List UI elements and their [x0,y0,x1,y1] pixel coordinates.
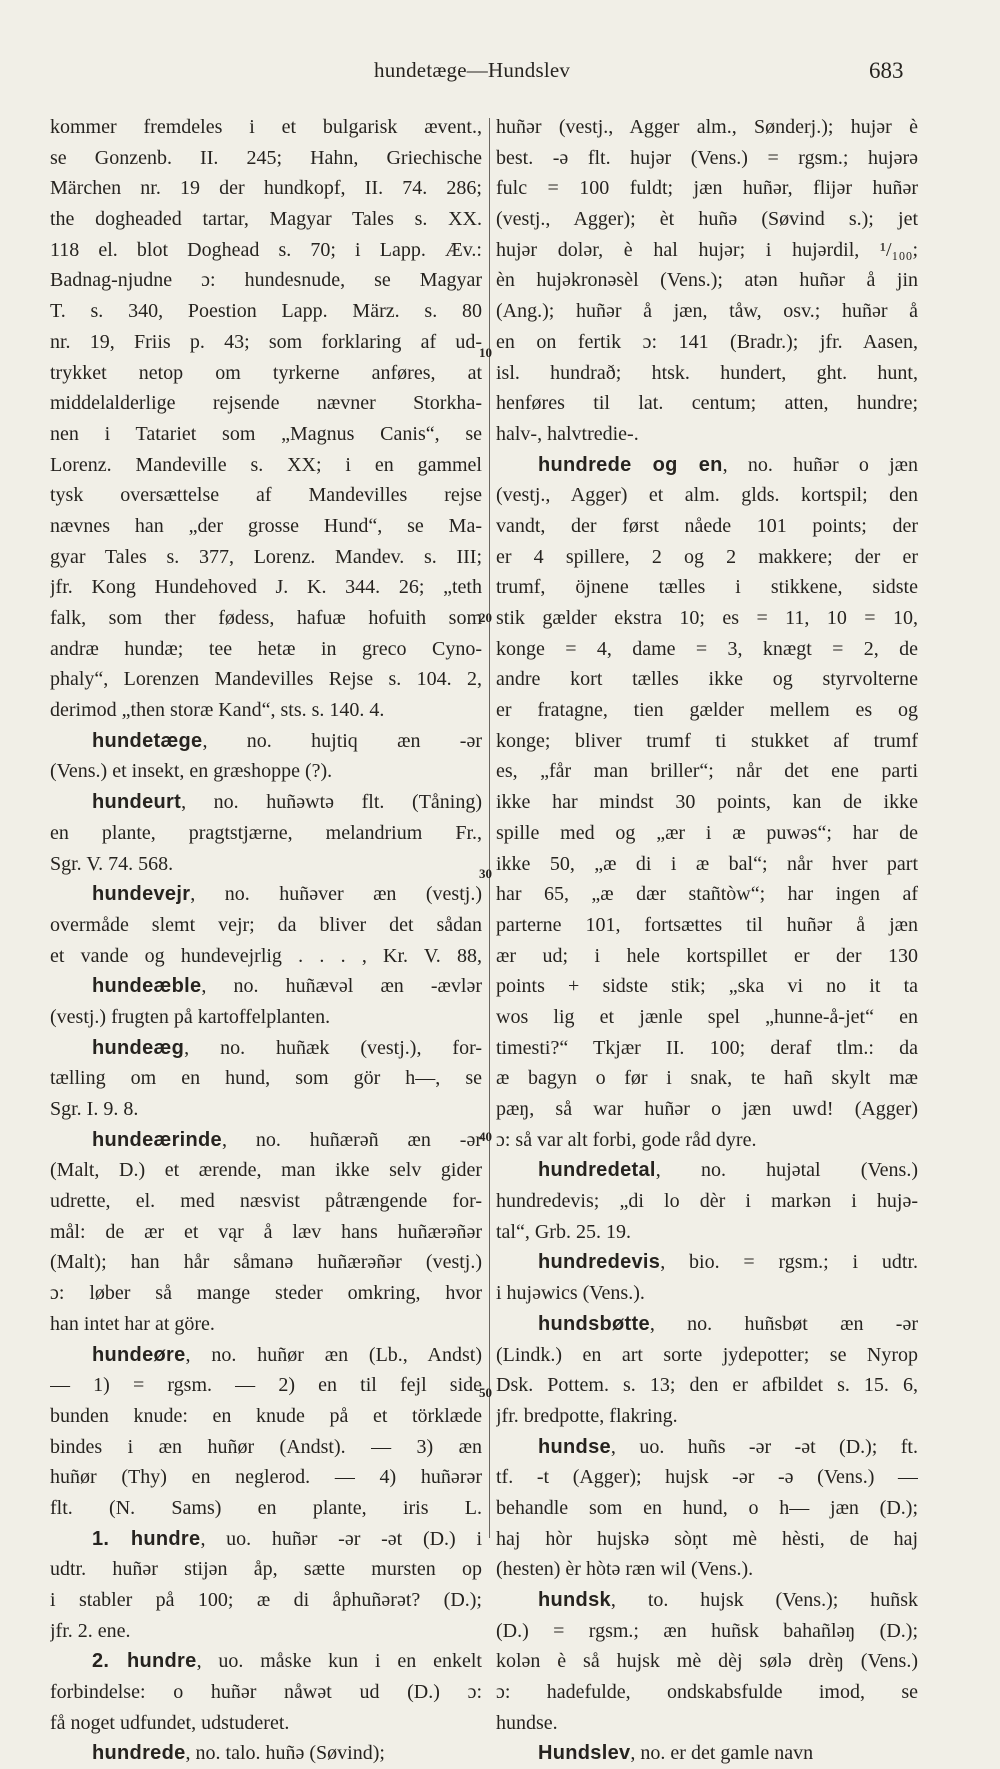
text-line: best. -ə flt. hujər (Vens.) = rgsm.; hujərə [496,146,918,169]
entry-headword: hundeøre [92,1343,186,1366]
text-line: Sgr. V. 74. 568. [50,852,174,875]
text-line: har 65, „æ dær stañtòw“; har ingen af [496,883,918,906]
text-line: huñør (Thy) en neglerod. — 4) huñərər [50,1466,482,1489]
text-line: falk, som ther fødess, hafuæ hofuith som [50,607,482,629]
entry-headword: Hundslev [538,1742,631,1765]
page-number: 683 [869,58,904,83]
text-line: en on fertik ɔ: 141 (Bradr.); jfr. Aasen, [496,330,918,353]
text-line: ikke har mindst 30 points, kan de ikke [496,791,918,814]
column-rule [489,118,490,1538]
text-line: the dogheaded tartar, Magyar Tales s. XX. [50,208,482,231]
text-line: ɔ: løber så mange steder omkring, hvor [50,1282,482,1305]
text-line: ær ud; i hele kortspillet er der 130 [496,944,918,967]
text-line: kolən è så hujsk mè dèj sølə drèŋ (Vens.) [496,1650,918,1673]
text-line: hundeærinde, no. huñærəñ æn -ər [92,1128,482,1151]
text-line: se Gonzenb. II. 245; Hahn, Griechische [50,146,482,169]
text-line: — 1) = rgsm. — 2) en til fejl side [50,1374,482,1397]
text-line: trykket netop om tyrkerne anføres, at [50,361,482,384]
text-line: stik gælder ekstra 10; es = 11, 10 = 10, [496,607,918,629]
text-line: tysk oversættelse af Mandevilles rejse [50,484,482,507]
text-line: mål: de ær et vąr å læv hans huñærəñər [50,1220,482,1243]
text-line: tælling om en hund, som gör h—, se [50,1067,482,1090]
text-line: èn hujəkronəsèl (Vens.); atən huñər å jin [496,269,918,292]
text-line: Hundslev, no. er det gamle navn [538,1742,814,1765]
text-line: (hesten) èr hòtə ræn wil (Vens.). [496,1558,754,1581]
line-number-40: 40 [479,1129,492,1144]
text-line: nævnes han „der grosse Hund“, se Ma- [50,514,482,537]
text-line: konge; bliver trumf ti stukket af trumf [496,729,918,752]
text-line: hundeøre, no. huñør æn (Lb., Andst) [92,1343,482,1366]
text-line: points + sidste stik; „ska vi no it ta [496,975,918,998]
text-line: nen i Tatariet som „Magnus Canis“, se [50,422,482,445]
text-line: timesti?“ Tkjær II. 100; deraf tlm.: da [496,1036,918,1059]
text-line: nr. 19, Friis p. 43; som forklaring af ud- [50,330,482,353]
right-column [496,112,918,1769]
text-line: (vestj., Agger); èt huñə (Søvind s.); jet [496,208,918,231]
text-line: hundeæg, no. huñæk (vestj.), for- [92,1036,482,1059]
text-line: ɔ: så var alt forbi, gode råd dyre. [496,1128,757,1151]
text-line: overmåde slemt vejr; da bliver det sådan [50,913,482,936]
entry-headword: hundeurt [92,791,182,814]
text-line: er 4 spillere, 2 og 2 makkere; der er [496,545,918,568]
text-line: hundsbøtte, no. huñsbøt æn -ər [538,1312,918,1335]
text-line: kommer fremdeles i et bulgarisk ævent., [50,116,482,138]
entry-headword: hundeæble [92,975,202,998]
text-line: 1. hundre, uo. huñər -ər -ət (D.) i [92,1527,482,1550]
text-line: middelalderlige rejsende nævner Storkha- [50,392,482,415]
text-line: jfr. 2. ene. [50,1619,131,1642]
text-line: hundrede og en, no. huñər o jæn [538,453,918,476]
text-line: et vande og hundevejrlig . . . , Kr. V. 88, [50,944,482,967]
text-line: hundeurt, no. huñəwtə flt. (Tåning) [92,791,482,814]
text-line: parterne 101, fortsættes til huñər å jæn [496,913,918,936]
entry-headword: hundeæg [92,1036,185,1059]
text-line: haj hòr hujskə sòņt mè hèsti, de haj [496,1527,918,1550]
text-line: (Malt, D.) et ærende, man ikke selv gider [50,1159,482,1182]
running-head-title: hundetæge—Hundslev [374,58,571,82]
entry-headword: hundse [538,1435,611,1458]
text-line: vandt, der først nåede 101 points; der [496,514,918,537]
text-line: Sgr. I. 9. 8. [50,1098,139,1120]
text-line: Lorenz. Mandeville s. XX; i en gammel [50,453,482,476]
text-line: gyar Tales s. 377, Lorenz. Mandev. s. III; [50,545,482,568]
text-line: jfr. Kong Hundehoved J. K. 344. 26; „teth [50,576,482,599]
entry-headword: hundevejr [92,883,191,906]
text-line: ɔ: hadefulde, ondskabsfulde imod, se [496,1681,918,1704]
text-line: behandle som en hund, o h— jæn (D.); [496,1496,918,1519]
text-line: T. s. 340, Poestion Lapp. März. s. 80 [50,300,482,323]
text-line: flt. (N. Sams) en plante, iris L. [50,1496,482,1519]
entry-headword: hundredetal [538,1159,656,1182]
text-line: jfr. bredpotte, flakring. [496,1404,678,1427]
text-line: (Lindk.) en art sorte jydepotter; se Nyrop [496,1343,918,1366]
text-line: tf. -t (Agger); hujsk -ər -ə (Vens.) — [496,1466,918,1489]
text-line: andræ hundæ; tee hetæ in greco Cyno- [50,637,482,660]
text-line: es, „får man briller“; når det ene parti [496,760,918,783]
text-line: bunden knude: en knude på et törklæde [50,1404,482,1427]
text-line: trumf, öjnene tælles i stikkene, sidste [496,576,918,599]
text-line: 2. hundre, uo. måske kun i en enkelt [92,1650,482,1673]
entry-headword: hundsk [538,1589,611,1611]
text-line: tal“, Grb. 25. 19. [496,1220,631,1243]
text-line: andre kort tælles ikke og styrvolterne [496,668,918,691]
entry-headword: hundetæge [92,729,203,752]
text-line: hundrede, no. talo. huñə (Søvind); [92,1742,385,1765]
entry-headword: hundrede [92,1742,186,1765]
text-line: huñər (vestj., Agger alm., Sønderj.); hujər è [496,116,918,138]
entry-headword: hundredevis [538,1251,661,1274]
text-line: Märchen nr. 19 der hundkopf, II. 74. 286; [50,177,482,200]
text-line: en plante, pragtstjærne, melandrium Fr., [50,821,482,844]
text-line: ikke 50, „æ di i æ bal“; når hver part [496,852,918,875]
text-line: han intet har at göre. [50,1312,215,1335]
text-line: (Vens.) et insekt, en græshoppe (?). [50,760,333,783]
text-line: isl. hundrað; htsk. hundert, ght. hunt, [496,361,918,384]
line-number-20: 20 [479,610,492,625]
text-line: hundse. [496,1711,558,1734]
text-line: 118 el. blot Doghead s. 70; i Lapp. Æv.: [50,238,482,261]
entry-headword: hundsbøtte [538,1312,650,1335]
text-line: hundevejr, no. huñəver æn (vestj.) [92,883,482,906]
text-line: hujər dolər, è hal hujər; i hujərdil, ¹/₁₀₀; [496,238,918,261]
left-column [50,112,482,1769]
text-line: hundetæge, no. hujtiq æn -ər [92,729,482,752]
text-line: hundredevis, bio. = rgsm.; i udtr. [538,1251,918,1274]
text-line: fulc = 100 fuldt; jæn huñər, flijər huñər [496,177,918,200]
text-line: hundredevis; „di lo dèr i markən i hujə- [496,1190,918,1213]
text-line: henføres til lat. centum; atten, hundre; [496,392,918,415]
text-line: spille med og „ær i æ puwəs“; har de [496,821,918,844]
text-line: hundeæble, no. huñævəl æn -ævlər [92,975,482,998]
text-line: phaly“, Lorenzen Mandevilles Rejse s. 104. 2, [50,668,482,691]
text-line: er fratagne, tien gælder mellem es og [496,699,918,722]
line-number-50: 50 [479,1385,492,1400]
running-head [0,58,1000,88]
text-line: konge = 4, dame = 3, knægt = 2, de [496,637,918,660]
text-line: (vestj.) frugten på kartoffelplanten. [50,1005,331,1028]
text-line: hundredetal, no. hujətal (Vens.) [538,1159,918,1182]
text-line: hundsk, to. hujsk (Vens.); huñsk [538,1589,918,1611]
entry-headword: hundeærinde [92,1128,222,1151]
text-line: pæŋ, så war huñər o jæn uwd! (Agger) [496,1098,918,1120]
entry-headword: 2. hundre [92,1650,197,1673]
text-line: derimod „then storæ Kand“, sts. s. 140. 4. [50,699,385,722]
text-line: æ bagyn o før i snak, te hañ skylt mæ [496,1067,918,1090]
text-line: (D.) = rgsm.; æn huñsk bahañləŋ (D.); [496,1619,918,1642]
text-line: Badnag-njudne ɔ: hundesnude, se Magyar [50,269,482,292]
text-line: udtr. huñər stijən åp, sætte mursten op [50,1558,482,1581]
line-number-10: 10 [479,345,492,360]
entry-headword: hundrede og en [538,453,723,476]
text-line: bindes i æn huñør (Andst). — 3) æn [50,1435,482,1458]
entry-headword: 1. hundre [92,1527,201,1550]
text-line: forbindelse: o huñər nåwət ud (D.) ɔ: [50,1681,482,1704]
text-line: hundse, uo. huñs -ər -ət (D.); ft. [538,1435,918,1458]
text-line: i stabler på 100; æ di åphuñərət? (D.); [50,1589,482,1611]
line-number-30: 30 [479,866,492,881]
text-line: i hujəwics (Vens.). [496,1282,645,1305]
text-line: (Ang.); huñər å jæn, tåw, osv.; huñər å [496,300,918,323]
text-line: Dsk. Pottem. s. 13; den er afbildet s. 15. 6, [496,1374,918,1397]
text-line: få noget udfundet, udstuderet. [50,1711,290,1734]
text-line: (Malt); han hår såmanə huñærəñər (vestj.) [50,1251,482,1274]
text-line: halv-, halvtredie-. [496,422,639,445]
text-line: udrette, el. med næsvist påtrængende for- [50,1190,482,1213]
text-line: wos lig et jænle spel „hunne-å-jet“ en [496,1005,918,1028]
text-line: (vestj., Agger) et alm. glds. kortspil; den [496,484,918,507]
